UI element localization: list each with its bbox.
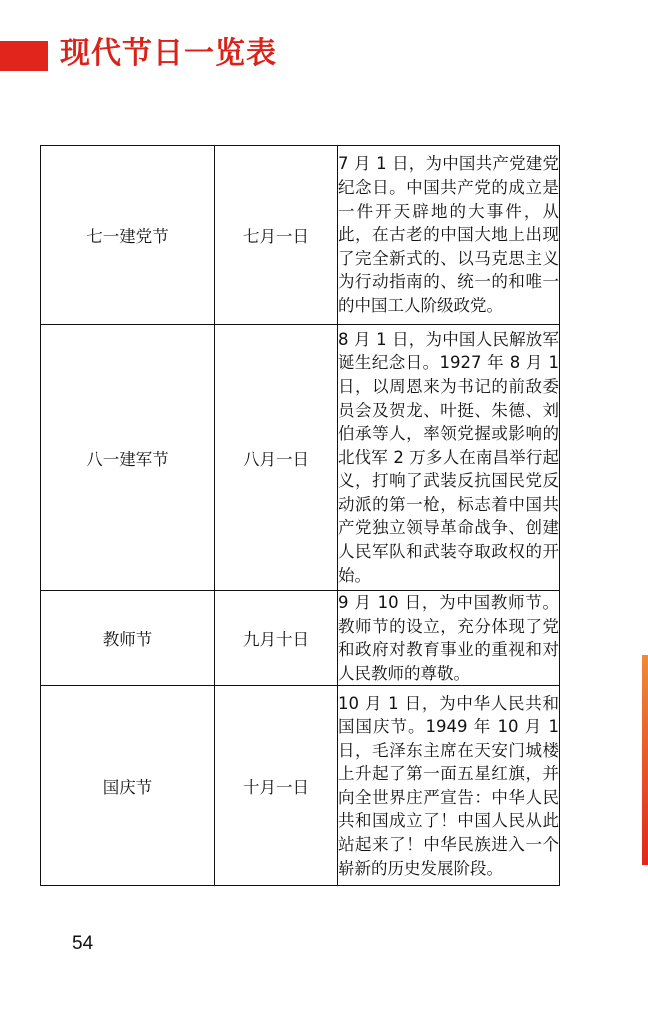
festival-date: 九月十日 xyxy=(215,591,338,686)
festival-name: 八一建军节 xyxy=(41,325,215,591)
festival-name: 教师节 xyxy=(41,591,215,686)
festival-date: 十月一日 xyxy=(215,686,338,886)
festival-description: 10 月 1 日，为中华人民共和国国庆节。1949 年 10 月 1 日，毛泽东主席在天安门城楼上升起了第一面五星红旗，并向全世界庄严宣告：中华人民共和国成立了！中国人民从此站起来了！中华民族进入一个崭新的历史发展阶段。 xyxy=(338,686,560,886)
festival-date: 八月一日 xyxy=(215,325,338,591)
table-row xyxy=(41,325,560,591)
table-row xyxy=(41,686,560,886)
festival-name: 七一建党节 xyxy=(41,146,215,325)
festival-table xyxy=(40,145,560,886)
festival-description: 9 月 10 日，为中国教师节。教师节的设立，充分体现了党和政府对教育事业的重视和对人民教师的尊敬。 xyxy=(338,591,560,686)
title-accent-bar xyxy=(0,41,48,71)
festival-name: 国庆节 xyxy=(41,686,215,886)
festival-date: 七月一日 xyxy=(215,146,338,325)
table-row xyxy=(41,591,560,686)
page-number: 54 xyxy=(72,933,94,954)
festival-description: 8 月 1 日，为中国人民解放军诞生纪念日。1927 年 8 月 1 日，以周恩来为书记的前敌委员会及贺龙、叶挺、朱德、刘伯承等人，率领党握或影响的北伐军 2 万多人在南昌举行起义，打响了武装反抗国民党反动派的第一枪，标志着中国共产党独立领导革命战争、创建人民军队和武装夺取政权的开始。 xyxy=(338,325,560,591)
side-edge-strip xyxy=(642,655,648,865)
table-row xyxy=(41,146,560,325)
festival-description: 7 月 1 日，为中国共产党建党纪念日。中国共产党的成立是一件开天辟地的大事件，从此，在古老的中国大地上出现了完全新式的、以马克思主义为行动指南的、统一的和唯一的中国工人阶级政党。 xyxy=(338,146,560,325)
page-title: 现代节日一览表 xyxy=(60,36,277,71)
